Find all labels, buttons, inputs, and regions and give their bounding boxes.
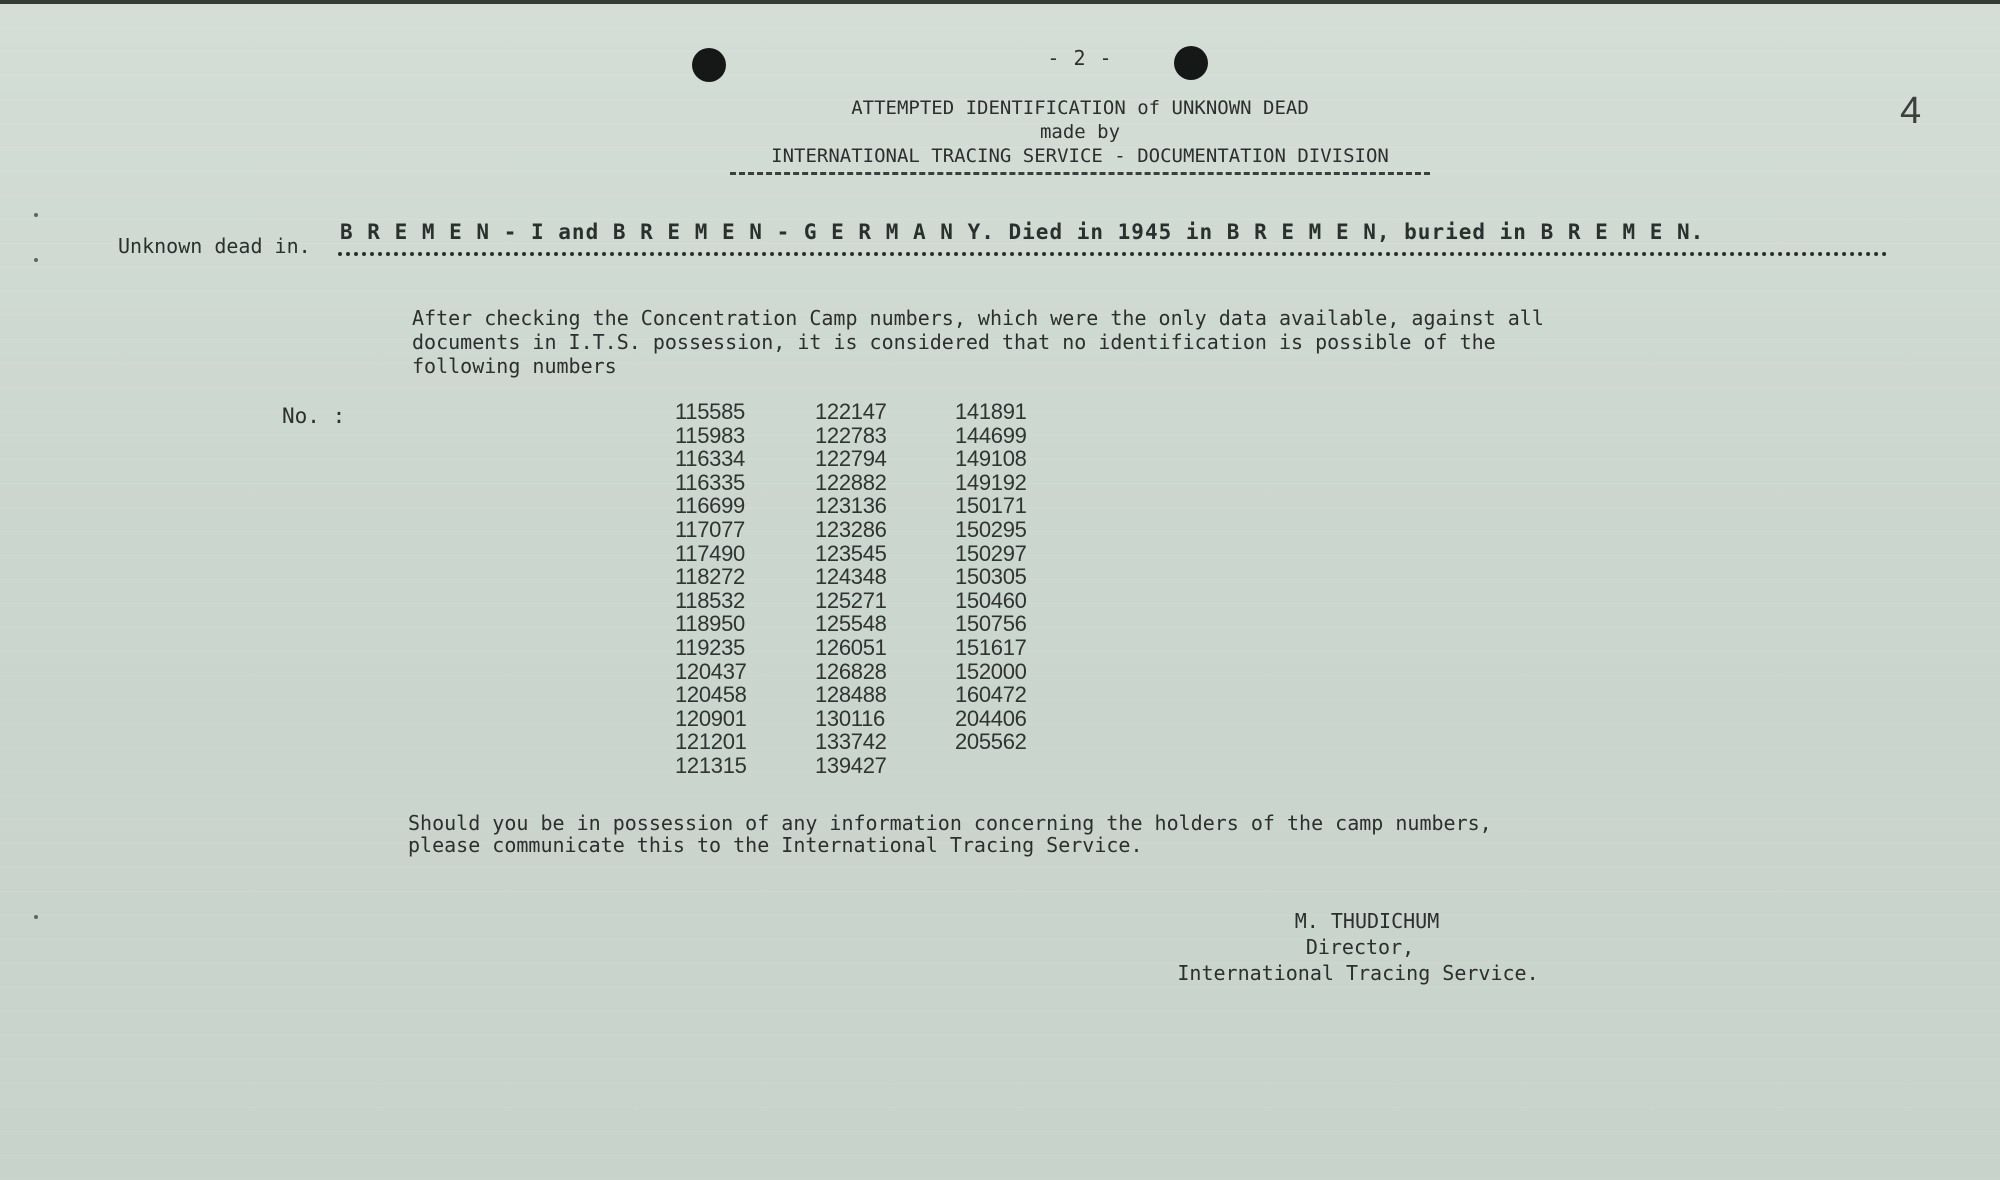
camp-number: 116335 [675, 469, 745, 495]
camp-number: 149192 [955, 469, 1027, 495]
unknown-dead-value: B R E M E N - I and B R E M E N - G E R M A N Y. Died in 1945 in B R E M E N, buried in B R E M E N. [340, 220, 1705, 244]
camp-number: 133742 [815, 729, 887, 755]
camp-number: 144699 [955, 422, 1027, 448]
paragraph-line: After checking the Concentration Camp numbers, which were the only data available, against all [412, 306, 1544, 330]
camp-number: 204406 [955, 705, 1027, 731]
header-line-3: INTERNATIONAL TRACING SERVICE - DOCUMENTATION DIVISION [771, 145, 1389, 167]
camp-number: 119235 [675, 634, 745, 660]
left-margin-mark [34, 258, 38, 262]
checking-paragraph [412, 306, 1642, 378]
camp-number: 122783 [815, 422, 887, 448]
camp-number: 151617 [955, 634, 1027, 660]
camp-number: 128488 [815, 682, 887, 708]
camp-number: 120901 [675, 705, 747, 731]
camp-number: 116334 [675, 446, 745, 472]
top-edge [0, 0, 2000, 4]
header-rule [730, 172, 1430, 175]
camp-number: 120458 [675, 682, 747, 708]
page-number: - 2 - [1047, 46, 1113, 70]
camp-number: 123286 [815, 516, 887, 542]
camp-number: 126051 [815, 634, 887, 660]
camp-number: 121315 [675, 752, 747, 778]
left-margin-mark [34, 915, 38, 919]
camp-number: 152000 [955, 658, 1027, 684]
corner-mark: 4 [1900, 90, 1922, 132]
camp-number: 150305 [955, 564, 1027, 590]
camp-number: 150460 [955, 587, 1027, 613]
camp-number: 122147 [815, 399, 887, 424]
numbers-label: No. : [282, 404, 346, 428]
camp-number: 117077 [675, 516, 745, 542]
camp-number: 150297 [955, 540, 1027, 566]
right-punch-hole [1174, 46, 1208, 80]
camp-number: 115983 [675, 422, 745, 448]
numbers-column-2 [815, 400, 897, 778]
camp-number: 120437 [675, 658, 747, 684]
camp-number: 122882 [815, 469, 887, 495]
header-line-2: made by [1039, 121, 1121, 143]
camp-number: 150171 [955, 493, 1027, 519]
camp-number: 150295 [955, 516, 1027, 542]
camp-number: 125271 [815, 587, 887, 613]
camp-number: 117490 [675, 540, 745, 566]
numbers-column-1 [675, 400, 757, 778]
camp-numbers-grid [675, 400, 1037, 778]
numbers-column-3 [955, 400, 1037, 778]
paragraph-line: following numbers [412, 354, 617, 378]
camp-number: 160472 [955, 682, 1027, 708]
camp-number: 205562 [955, 729, 1027, 755]
camp-number: 122794 [815, 446, 887, 472]
camp-number: 149108 [955, 446, 1027, 472]
unknown-dead-row [118, 220, 1888, 268]
camp-number: 125548 [815, 611, 887, 637]
camp-number: 121201 [675, 729, 747, 755]
camp-number: 141891 [955, 399, 1027, 424]
signatory-name: M. THUDICHUM [1294, 909, 1440, 933]
document-header [700, 96, 1460, 175]
camp-number: 116699 [675, 493, 745, 519]
paragraph-line: documents in I.T.S. possession, it is considered that no identification is possible of the [412, 330, 1496, 354]
camp-number: 150756 [955, 611, 1027, 637]
left-margin-mark [34, 213, 38, 217]
closing-paragraph [408, 812, 1628, 856]
closing-line: Should you be in possession of any information concerning the holders of the camp numbers, [408, 811, 1492, 835]
camp-number: 118532 [675, 587, 745, 613]
camp-number: 123545 [815, 540, 887, 566]
camp-number: 115585 [675, 399, 745, 424]
closing-line: please communicate this to the International Tracing Service. [408, 833, 1143, 857]
signature-block [1158, 908, 1558, 986]
camp-number: 130116 [815, 705, 885, 731]
camp-number: 139427 [815, 752, 887, 778]
left-punch-hole [692, 48, 726, 82]
signatory-organization: International Tracing Service. [1177, 961, 1539, 985]
camp-number: 118272 [675, 564, 745, 590]
signatory-title: Director, [1305, 935, 1415, 959]
header-line-1: ATTEMPTED IDENTIFICATION of UNKNOWN DEAD [851, 97, 1309, 119]
dotted-fill-line [338, 252, 1888, 256]
camp-number: 126828 [815, 658, 887, 684]
camp-number: 118950 [675, 611, 745, 637]
camp-number: 124348 [815, 564, 887, 590]
camp-number: 123136 [815, 493, 887, 519]
unknown-dead-label: Unknown dead in. [118, 234, 311, 258]
